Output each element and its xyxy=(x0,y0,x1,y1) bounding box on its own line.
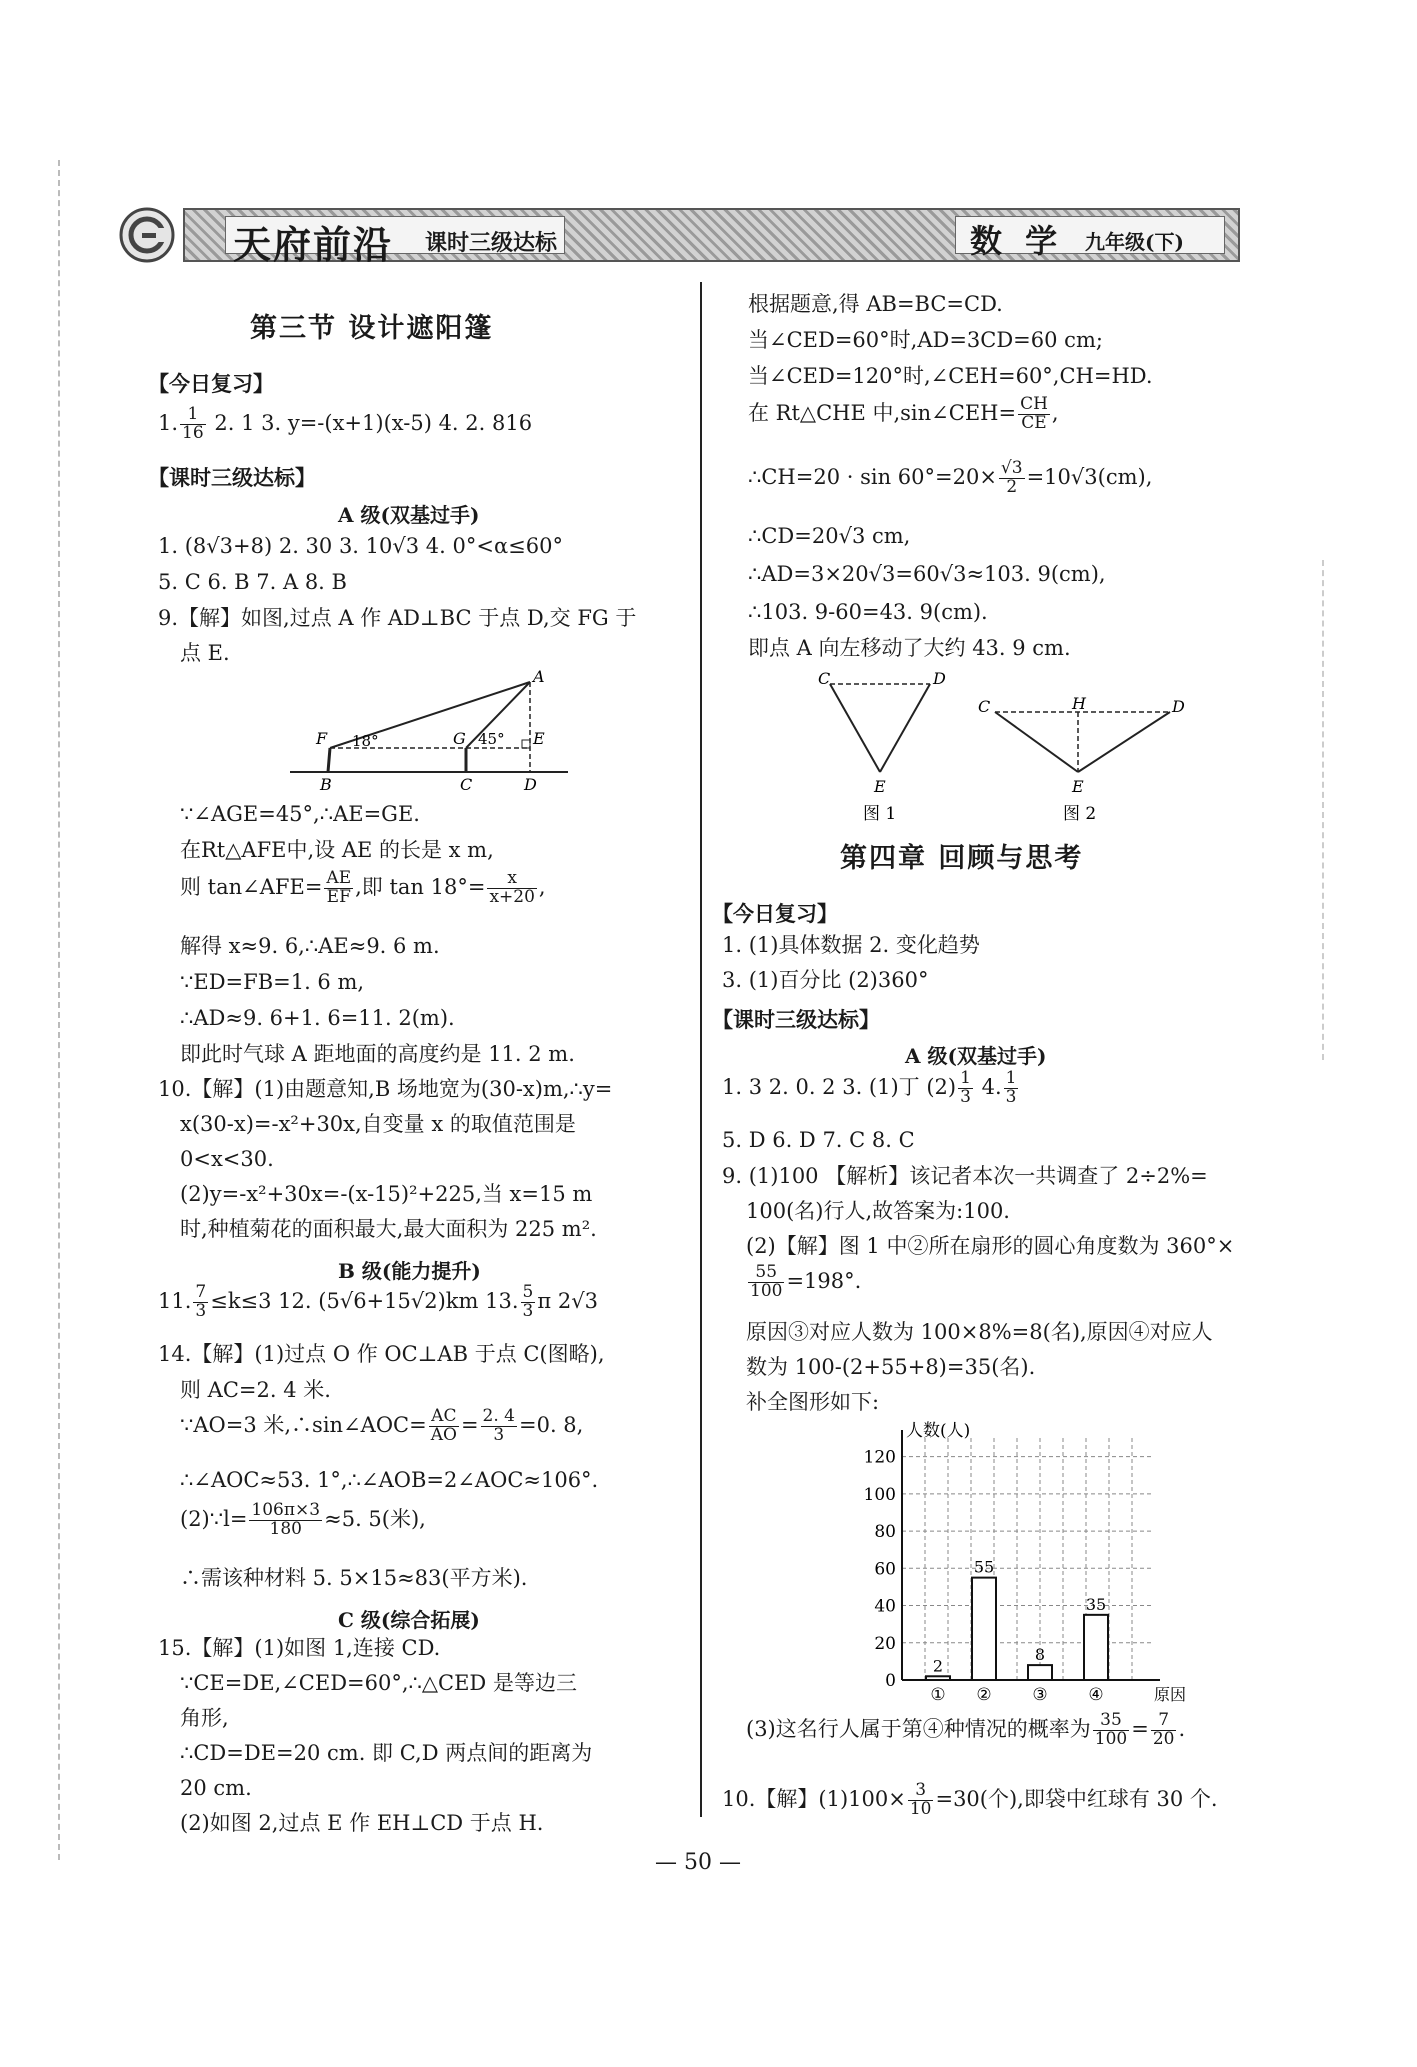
r-q9-line-6: 数为 100-(2+55+8)=35(名). xyxy=(746,1355,1036,1379)
fig1-label-C: C xyxy=(818,669,831,688)
q9-sol-6: ∴AD≈9. 6+1. 6=11. 2(m). xyxy=(180,1006,455,1030)
fig2-label-C: C xyxy=(978,697,991,716)
q10-line-4: (2)y=-x²+30x=-(x-15)²+225,当 x=15 m xyxy=(180,1182,593,1206)
fig9-label-A: A xyxy=(533,667,545,686)
r-line-5: ∴CH=20 · sin 60°=20× $\frac{√3}{2}$ =10√3(cm), xyxy=(748,458,1153,497)
fig1-label-D: D xyxy=(933,669,946,688)
q9-sol-1: ∵∠AGE=45°,∴AE=GE. xyxy=(180,802,420,826)
chart-ytick-label: 40 xyxy=(874,1596,896,1617)
r-a-level-label: A 级(双基过手) xyxy=(905,1044,1047,1068)
r-q9-line-3: (2)【解】图 1 中②所在扇形的圆心角度数为 360°× xyxy=(746,1234,1235,1258)
chart-xtick-label: ④ xyxy=(1088,1685,1104,1705)
page-number: — 50 — xyxy=(655,1850,741,1875)
chart-bar xyxy=(972,1578,996,1680)
chart-ylabel: 人数(人) xyxy=(906,1421,971,1441)
chart-ytick-label: 100 xyxy=(863,1484,896,1505)
q15-line-6: (2)如图 2,过点 E 作 EH⊥CD 于点 H. xyxy=(180,1811,544,1835)
r-a-answers-1: 1. 3 2. 0. 2 3. (1)丁 (2) $\frac{1}{3}$ 4. $\frac{1}{3}$ xyxy=(722,1068,1017,1107)
b-level-label: B 级(能力提升) xyxy=(338,1259,481,1283)
r-line-2: 当∠CED=60°时,AD=3CD=60 cm; xyxy=(748,328,1103,352)
chart-bar xyxy=(926,1676,950,1680)
subject-title: 数 学 xyxy=(970,222,1064,260)
r-q9-line-8: (3)这名行人属于第④种情况的概率为 $\frac{35}{100}$ = $\frac{7}{20}$ . xyxy=(746,1710,1186,1749)
fig2-label-E: E xyxy=(1072,777,1084,796)
review-heading: 【今日复习】 xyxy=(148,371,274,396)
q15-line-4: ∴CD=DE=20 cm. 即 C,D 两点间的距离为 xyxy=(180,1741,593,1765)
r-level-heading: 【课时三级达标】 xyxy=(712,1007,880,1032)
a-answers-1: 1. (8√3+8) 2. 30 3. 10√3 4. 0°<α≤60° xyxy=(158,534,563,558)
q9-sol-2: 在Rt△AFE中,设 AE 的长是 x m, xyxy=(180,838,494,862)
fig1-label-E: E xyxy=(874,777,886,796)
chart-ytick-label: 20 xyxy=(874,1633,896,1654)
q15-line-3: 角形, xyxy=(180,1706,229,1730)
q15-line-2: ∵CE=DE,∠CED=60°,∴△CED 是等边三 xyxy=(180,1671,577,1695)
r-line-1: 根据题意,得 AB=BC=CD. xyxy=(748,292,1003,316)
r-line-4: 在 Rt△CHE 中,sin∠CEH= $\frac{CH}{CE}$ , xyxy=(748,394,1059,433)
chart-data-label: 8 xyxy=(1034,1645,1046,1665)
fig9-label-E: E xyxy=(533,729,545,748)
q14-line-5: (2)∵l= $\frac{106\pi\times 3}{180}$ ≈5. 5(米), xyxy=(180,1500,426,1539)
q9-sol-4: 解得 x≈9. 6,∴AE≈9. 6 m. xyxy=(180,934,440,958)
chart-data-label: 35 xyxy=(1085,1594,1107,1614)
fig1-caption: 图 1 xyxy=(863,804,897,824)
r-review-heading: 【今日复习】 xyxy=(712,901,838,926)
a-level-label: A 级(双基过手) xyxy=(338,503,480,527)
chart-xtick-label: ③ xyxy=(1032,1685,1048,1705)
brand-title: 天府前沿 xyxy=(233,222,394,267)
r-line-3: 当∠CED=120°时,∠CEH=60°,CH=HD. xyxy=(748,364,1153,388)
a-answers-2: 5. C 6. B 7. A 8. B xyxy=(158,570,347,594)
header-logo-icon xyxy=(118,206,176,264)
r-q9-line-5: 原因③对应人数为 100×8%=8(名),原因④对应人 xyxy=(746,1320,1213,1344)
r-q9-line-7: 补全图形如下: xyxy=(746,1390,880,1414)
fig9-label-B: B xyxy=(320,775,332,794)
level-heading: 【课时三级达标】 xyxy=(148,465,316,490)
margin-dash-left xyxy=(58,160,60,1860)
b-answers: 11. $\frac{7}{3}$ ≤k≤3 12. (5√6+15√2)km 13. $\frac{5}{3}$ π 2√3 xyxy=(158,1282,598,1321)
section-title: 第三节 设计遮阳篷 xyxy=(250,313,494,344)
q14-line-1: 14.【解】(1)过点 O 作 OC⊥AB 于点 C(图略), xyxy=(158,1342,605,1366)
chart-bar xyxy=(1028,1665,1052,1680)
q9-line-2: 点 E. xyxy=(180,641,230,665)
review-answers: 1. $\frac{1}{16}$ 2. 1 3. y=-(x+1)(x-5) 4. 2. 816 xyxy=(158,404,533,443)
r-line-8: ∴103. 9-60=43. 9(cm). xyxy=(748,600,988,624)
r-review-2: 3. (1)百分比 (2)360° xyxy=(722,968,929,992)
column-divider xyxy=(700,282,702,1817)
chart-data-label: 55 xyxy=(973,1557,995,1577)
fig9-label-C: C xyxy=(460,775,473,794)
q9-sol-3: 则 tan∠AFE= $\frac{AE}{EF}$ ,即 tan 18°= $\frac{x}{x+20}$ , xyxy=(180,868,546,907)
q14-line-4: ∴∠AOC≈53. 1°,∴∠AOB=2∠AOC≈106°. xyxy=(180,1468,599,1492)
chart-xlabel: 原因 xyxy=(1154,1685,1187,1704)
c-level-label: C 级(综合拓展) xyxy=(338,1608,480,1632)
header-bar xyxy=(183,208,1240,267)
chart-bar xyxy=(1084,1615,1108,1680)
triangle-figures xyxy=(800,664,1200,824)
fig9-label-G: G xyxy=(453,729,466,748)
q10-line-3: 0<x<30. xyxy=(180,1147,274,1171)
chart-xtick-label: ① xyxy=(930,1685,946,1705)
chapter-title: 第四章 回顾与思考 xyxy=(840,843,1084,874)
r-line-9: 即点 A 向左移动了大约 43. 9 cm. xyxy=(748,636,1071,660)
r-review-1: 1. (1)具体数据 2. 变化趋势 xyxy=(722,933,980,957)
r-line-7: ∴AD=3×20√3=60√3≈103. 9(cm), xyxy=(748,562,1106,586)
fig9-label-18: 18° xyxy=(352,732,379,750)
r-q9-line-4: $\frac{55}{100}$ =198°. xyxy=(750,1262,862,1301)
fig9-label-F: F xyxy=(316,729,328,748)
r-q10-line: 10.【解】(1)100× $\frac{3}{10}$ =30(个),即袋中红球有 30 个. xyxy=(722,1780,1218,1819)
chart-ytick-label: 120 xyxy=(863,1447,896,1468)
grade-label: 九年级(下) xyxy=(1085,230,1184,254)
margin-dash-right xyxy=(1322,560,1324,1060)
balloon-figure xyxy=(290,668,570,793)
q15-line-1: 15.【解】(1)如图 1,连接 CD. xyxy=(158,1636,441,1660)
r-a-answers-2: 5. D 6. D 7. C 8. C xyxy=(722,1128,915,1152)
chart-data-label: 2 xyxy=(932,1656,944,1676)
q14-line-3: ∵AO=3 米,∴sin∠AOC= $\frac{AC}{AO}$ = $\frac{2. 4}{3}$ =0. 8, xyxy=(180,1406,584,1445)
q9-sol-5: ∵ED=FB=1. 6 m, xyxy=(180,970,365,994)
r-line-6: ∴CD=20√3 cm, xyxy=(748,524,911,548)
q10-line-1: 10.【解】(1)由题意知,B 场地宽为(30-x)m,∴y= xyxy=(158,1077,613,1101)
chart-xtick-label: ② xyxy=(976,1685,992,1705)
fig9-label-45: 45° xyxy=(478,730,505,748)
fig2-caption: 图 2 xyxy=(1063,804,1097,824)
q14-line-6: ∴需该种材料 5. 5×15≈83(平方米). xyxy=(180,1566,528,1590)
fig2-label-D: D xyxy=(1172,697,1185,716)
q10-line-2: x(30-x)=-x²+30x,自变量 x 的取值范围是 xyxy=(180,1112,576,1136)
fig2-label-H: H xyxy=(1072,694,1086,713)
chart-ytick-label: 60 xyxy=(874,1559,896,1580)
chart-ytick-label: 80 xyxy=(874,1522,896,1543)
q10-line-5: 时,种植菊花的面积最大,最大面积为 225 m². xyxy=(180,1217,597,1241)
series-title: 课时三级达标 xyxy=(425,230,558,256)
bar-chart xyxy=(860,1418,1187,1708)
r-q9-line-1: 9. (1)100 【解析】该记者本次一共调查了 2÷2%= xyxy=(722,1164,1208,1188)
chart-ytick-label: 0 xyxy=(885,1671,896,1691)
q9-sol-7: 即此时气球 A 距地面的高度约是 11. 2 m. xyxy=(180,1042,575,1066)
fig9-label-D: D xyxy=(524,775,537,794)
r-q9-line-2: 100(名)行人,故答案为:100. xyxy=(746,1199,1010,1223)
q15-line-5: 20 cm. xyxy=(180,1776,252,1800)
q9-line-1: 9.【解】如图,过点 A 作 AD⊥BC 于点 D,交 FG 于 xyxy=(158,606,637,630)
q14-line-2: 则 AC=2. 4 米. xyxy=(180,1378,331,1402)
